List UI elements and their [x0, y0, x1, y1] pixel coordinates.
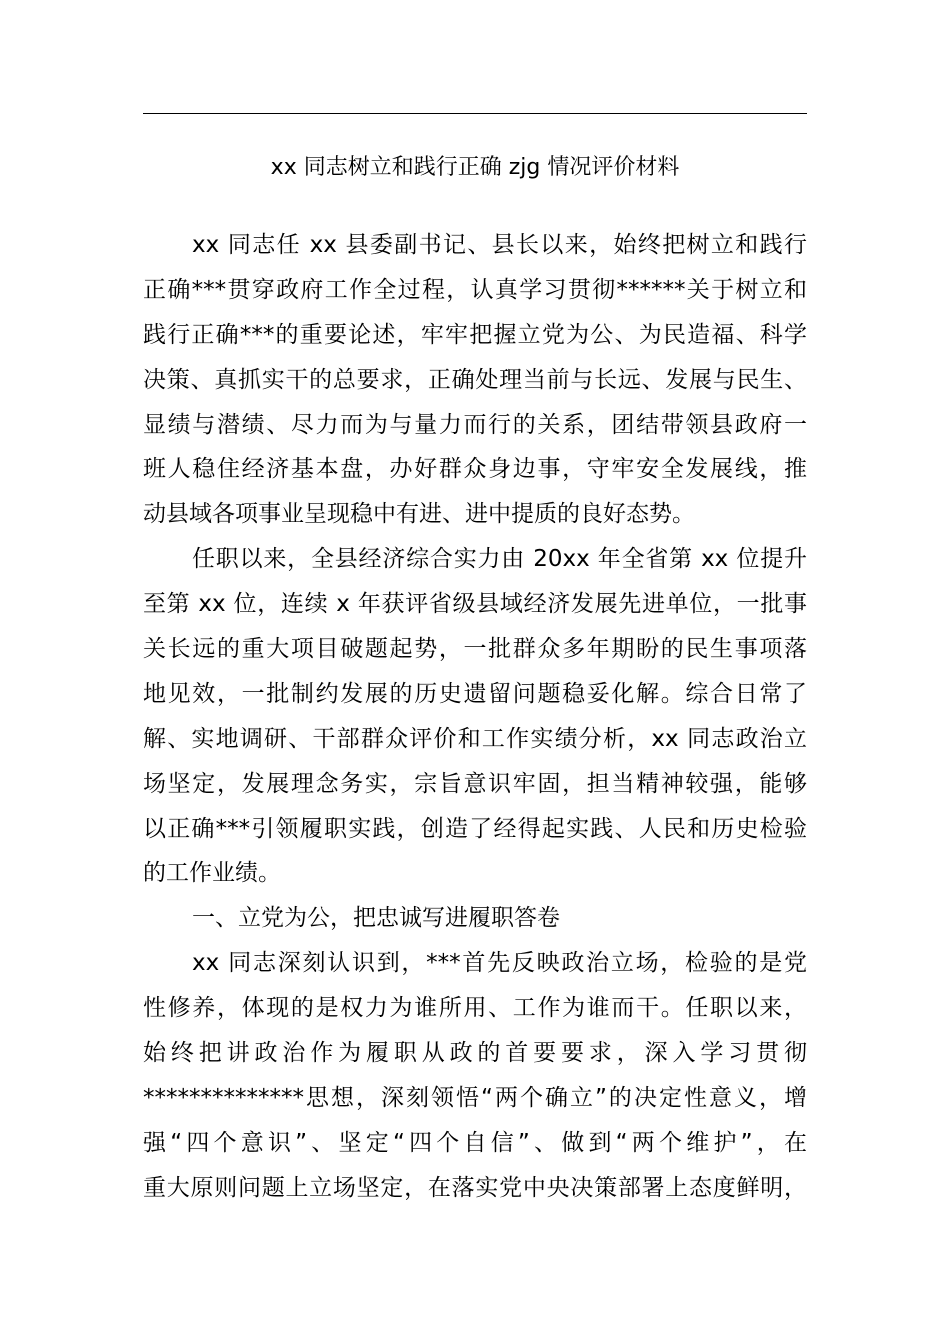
text-line: xx 同志深刻认识到，***首先反映政治立场，检验的是党 — [192, 950, 807, 977]
text-line: 动县域各项事业呈现稳中有进、进中提质的良好态势。 — [143, 501, 695, 528]
text-line: 强“四个意识”、坚定“四个自信”、做到“两个维护”，在 — [143, 1129, 807, 1156]
text-line: 显绩与潜绩、尽力而为与量力而行的关系，团结带领县政府一 — [143, 411, 807, 438]
text-line: 场坚定，发展理念务实，宗旨意识牢固，担当精神较强，能够 — [143, 770, 807, 797]
text-line: 始终把讲政治作为履职从政的首要要求，深入学习贯彻 — [143, 1040, 807, 1067]
text-line: 的工作业绩。 — [143, 860, 281, 887]
text-line: 以正确***引领履职实践，创造了经得起实践、人民和历史检验 — [143, 815, 807, 842]
text-line: 解、实地调研、干部群众评价和工作实绩分析，xx 同志政治立 — [143, 725, 807, 752]
text-line: 关长远的重大项目破题起势，一批群众多年期盼的民生事项落 — [143, 636, 807, 663]
text-line: 正确***贯穿政府工作全过程，认真学习贯彻******关于树立和 — [143, 276, 807, 303]
text-line: 重大原则问题上立场坚定，在落实党中央决策部署上态度鲜明， — [143, 1174, 807, 1201]
text-line: xx 同志任 xx 县委副书记、县长以来，始终把树立和践行 — [192, 232, 807, 258]
text-line: **************思想，深刻领悟“两个确立”的决定性意义，增 — [143, 1084, 807, 1111]
text-line: 性修养，体现的是权力为谁所用、工作为谁而干。任职以来， — [143, 995, 807, 1022]
text-line: 践行正确***的重要论述，牢牢把握立党为公、为民造福、科学 — [143, 321, 807, 348]
header-rule — [143, 113, 807, 114]
document-body — [143, 223, 807, 1211]
text-line: 决策、真抓实干的总要求，正确处理当前与长远、发展与民生、 — [143, 366, 807, 393]
text-line: 地见效，一批制约发展的历史遗留问题稳妥化解。综合日常了 — [143, 680, 807, 707]
text-line: 任职以来，全县经济综合实力由 20xx 年全省第 xx 位提升 — [192, 546, 807, 573]
text-line: 至第 xx 位，连续 x 年获评省级县域经济发展先进单位，一批事 — [143, 591, 807, 618]
document-title: xx 同志树立和践行正确 zjg 情况评价材料 — [270, 155, 680, 180]
text-line: 一、立党为公，把忠诚写进履职答卷 — [192, 905, 560, 932]
text-line: 班人稳住经济基本盘，办好群众身边事，守牢安全发展线，推 — [143, 456, 807, 483]
